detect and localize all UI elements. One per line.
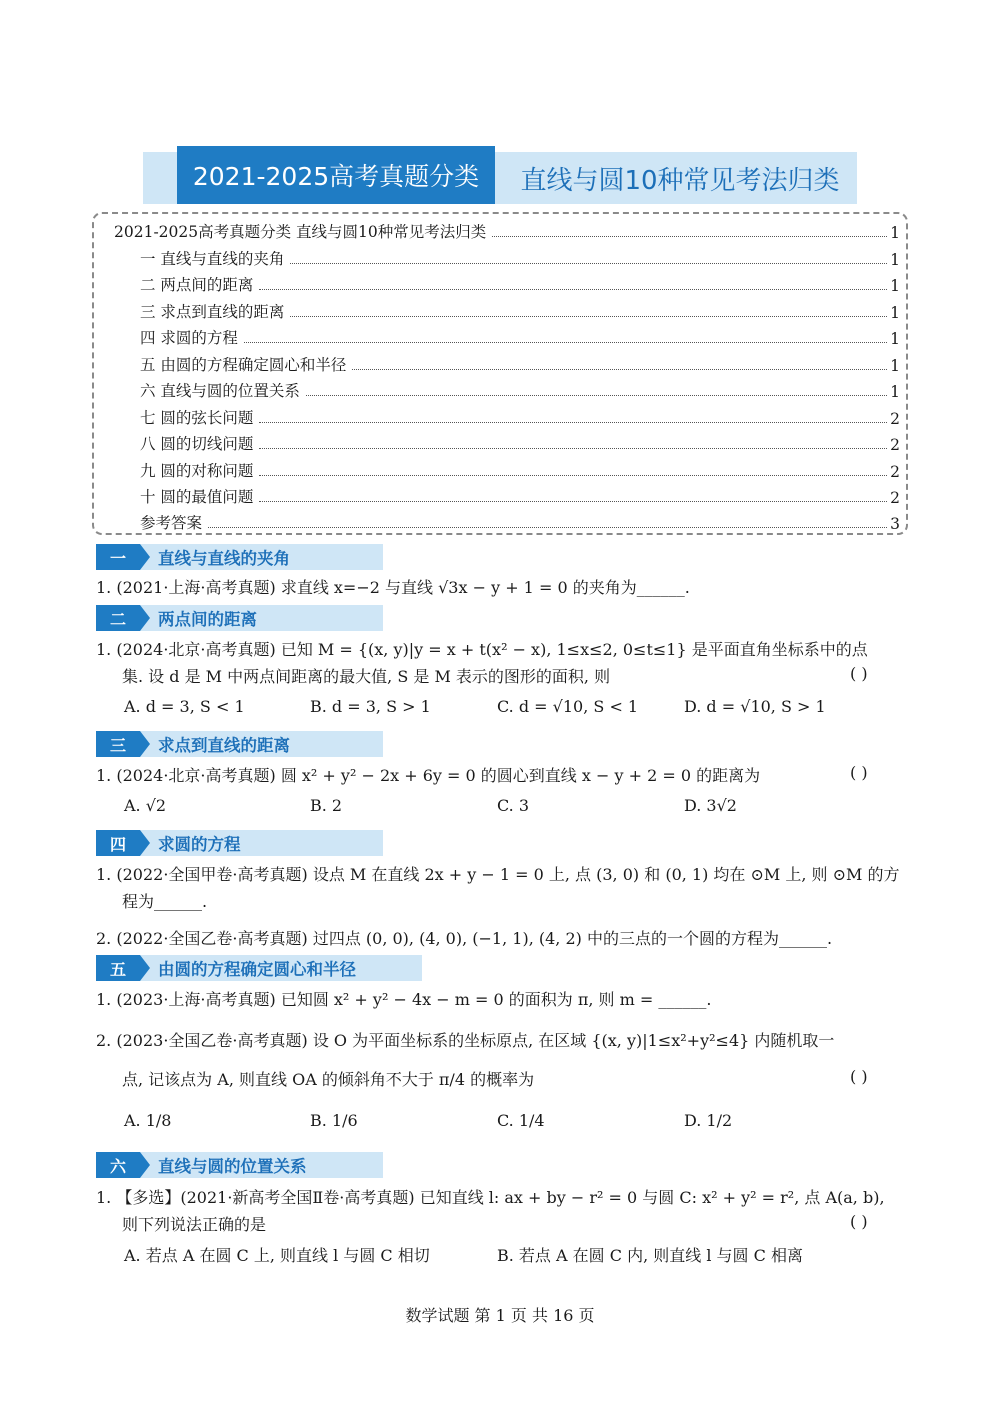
question-text: 2. (2023·全国乙卷·高考真题) 设 O 为平面坐标系的坐标原点, 在区域 {(x, y)|1≤x²+y²≤4} 内随机取一 bbox=[96, 1031, 835, 1050]
toc-leader bbox=[244, 342, 887, 343]
section-number: 五 bbox=[96, 955, 140, 981]
question-text: 点, 记该点为 A, 则直线 OA 的倾斜角不大于 π/4 的概率为 bbox=[122, 1070, 535, 1089]
toc-entry[interactable] bbox=[140, 432, 900, 454]
section-number: 三 bbox=[96, 731, 140, 757]
title-banner-right: 直线与圆10种常见考法归类 bbox=[520, 165, 840, 196]
section-title: 两点间的距离 bbox=[158, 610, 257, 629]
title-banner-left: 2021-2025高考真题分类 bbox=[177, 146, 495, 204]
answer-bracket: ( ) bbox=[850, 1212, 868, 1231]
toc-leader bbox=[290, 316, 887, 317]
toc-label: 六 直线与圆的位置关系 bbox=[140, 382, 300, 400]
toc-page: 1 bbox=[890, 383, 900, 401]
option-d: D. 1/2 bbox=[684, 1111, 733, 1130]
option-c: C. d = √10, S < 1 bbox=[497, 697, 639, 716]
toc-page: 1 bbox=[890, 277, 900, 295]
toc-label: 三 求点到直线的距离 bbox=[140, 303, 285, 321]
toc-leader bbox=[208, 527, 887, 528]
toc-leader bbox=[259, 501, 887, 502]
section-title: 求圆的方程 bbox=[158, 835, 241, 854]
section-title: 直线与直线的夹角 bbox=[158, 549, 290, 568]
option-a: A. 1/8 bbox=[124, 1111, 172, 1130]
option-b: B. 若点 A 在圆 C 内, 则直线 l 与圆 C 相离 bbox=[497, 1246, 803, 1265]
toc-label: 五 由圆的方程确定圆心和半径 bbox=[140, 356, 347, 374]
option-b: B. 2 bbox=[310, 796, 343, 815]
section-arrow-icon bbox=[140, 605, 150, 631]
section-header bbox=[96, 955, 356, 981]
table-of-contents bbox=[92, 212, 908, 535]
toc-leader bbox=[352, 369, 887, 370]
section-header bbox=[96, 605, 257, 631]
section-number: 四 bbox=[96, 830, 140, 856]
section-title: 直线与圆的位置关系 bbox=[158, 1157, 307, 1176]
toc-entry[interactable] bbox=[140, 326, 900, 348]
option-c: C. 1/4 bbox=[497, 1111, 545, 1130]
toc-page: 2 bbox=[890, 410, 900, 428]
section-arrow-icon bbox=[140, 955, 150, 981]
option-d: D. 3√2 bbox=[684, 796, 737, 815]
toc-entry[interactable] bbox=[140, 485, 900, 507]
question-text: 集. 设 d 是 M 中两点间距离的最大值, S 是 M 表示的图形的面积, 则 bbox=[122, 667, 611, 686]
section-header bbox=[96, 1152, 307, 1178]
toc-entry[interactable] bbox=[140, 379, 900, 401]
toc-leader bbox=[259, 289, 887, 290]
toc-label: 十 圆的最值问题 bbox=[140, 488, 254, 506]
section-arrow-icon bbox=[140, 731, 150, 757]
toc-entry[interactable] bbox=[140, 273, 900, 295]
toc-label: 一 直线与直线的夹角 bbox=[140, 250, 285, 268]
option-c: C. 3 bbox=[497, 796, 530, 815]
question-text: 程为______. bbox=[122, 892, 208, 911]
toc-entry[interactable] bbox=[140, 300, 900, 322]
section-arrow-icon bbox=[140, 1152, 150, 1178]
option-d: D. d = √10, S > 1 bbox=[684, 697, 826, 716]
toc-page: 3 bbox=[890, 515, 900, 533]
section-arrow-icon bbox=[140, 544, 150, 570]
toc-entry[interactable] bbox=[140, 353, 900, 375]
toc-leader bbox=[259, 422, 887, 423]
toc-label: 四 求圆的方程 bbox=[140, 329, 238, 347]
option-a: A. √2 bbox=[124, 796, 167, 815]
section-header bbox=[96, 830, 241, 856]
section-title: 由圆的方程确定圆心和半径 bbox=[158, 960, 356, 979]
answer-bracket: ( ) bbox=[850, 763, 868, 782]
toc-label: 二 两点间的距离 bbox=[140, 276, 254, 294]
option-a: A. d = 3, S < 1 bbox=[124, 697, 245, 716]
option-b: B. 1/6 bbox=[310, 1111, 358, 1130]
question-text: 1. (2024·北京·高考真题) 已知 M = {(x, y)|y = x + t(x² − x), 1≤x≤2, 0≤t≤1} 是平面直角坐标系中的点 bbox=[96, 640, 868, 659]
page-footer: 数学试题 第 1 页 共 16 页 bbox=[405, 1306, 595, 1325]
answer-bracket: ( ) bbox=[850, 664, 868, 683]
toc-leader bbox=[492, 236, 887, 237]
toc-page: 2 bbox=[890, 463, 900, 481]
toc-leader bbox=[259, 475, 887, 476]
toc-entry[interactable] bbox=[140, 511, 900, 533]
section-title: 求点到直线的距离 bbox=[158, 736, 290, 755]
toc-entry[interactable] bbox=[140, 459, 900, 481]
toc-page: 2 bbox=[890, 489, 900, 507]
toc-label: 八 圆的切线问题 bbox=[140, 435, 254, 453]
toc-page: 1 bbox=[890, 357, 900, 375]
toc-leader bbox=[306, 395, 887, 396]
toc-label: 九 圆的对称问题 bbox=[140, 462, 254, 480]
toc-page: 2 bbox=[890, 436, 900, 454]
section-number: 二 bbox=[96, 605, 140, 631]
toc-entry[interactable] bbox=[114, 220, 900, 242]
toc-label: 七 圆的弦长问题 bbox=[140, 409, 254, 427]
toc-label: 2021-2025高考真题分类 直线与圆10种常见考法归类 bbox=[114, 223, 487, 241]
toc-entry[interactable] bbox=[140, 406, 900, 428]
section-header bbox=[96, 544, 290, 570]
question-text: 则下列说法正确的是 bbox=[122, 1215, 267, 1234]
answer-bracket: ( ) bbox=[850, 1067, 868, 1086]
question-text: 1. (2021·上海·高考真题) 求直线 x=−2 与直线 √3x − y + 1 = 0 的夹角为______. bbox=[96, 578, 690, 597]
toc-leader bbox=[290, 263, 887, 264]
section-header bbox=[96, 731, 290, 757]
toc-page: 1 bbox=[890, 304, 900, 322]
toc-page: 1 bbox=[890, 224, 900, 242]
section-arrow-icon bbox=[140, 830, 150, 856]
section-number: 六 bbox=[96, 1152, 140, 1178]
section-number: 一 bbox=[96, 544, 140, 570]
question-text: 1. (2024·北京·高考真题) 圆 x² + y² − 2x + 6y = 0 的圆心到直线 x − y + 2 = 0 的距离为 bbox=[96, 766, 761, 785]
toc-leader bbox=[259, 448, 887, 449]
question-text: 1. (2022·全国甲卷·高考真题) 设点 M 在直线 2x + y − 1 = 0 上, 点 (3, 0) 和 (0, 1) 均在 ⊙M 上, 则 ⊙M 的方 bbox=[96, 865, 900, 884]
question-text: 2. (2022·全国乙卷·高考真题) 过四点 (0, 0), (4, 0), (−1, 1), (4, 2) 中的三点的一个圆的方程为______. bbox=[96, 929, 833, 948]
toc-label: 参考答案 bbox=[140, 514, 203, 532]
toc-page: 1 bbox=[890, 330, 900, 348]
toc-page: 1 bbox=[890, 251, 900, 269]
option-a: A. 若点 A 在圆 C 上, 则直线 l 与圆 C 相切 bbox=[124, 1246, 430, 1265]
question-text: 1. 【多选】(2021·新高考全国Ⅱ卷·高考真题) 已知直线 l: ax + by − r² = 0 与圆 C: x² + y² = r², 点 A(a, b), bbox=[96, 1188, 885, 1207]
question-text: 1. (2023·上海·高考真题) 已知圆 x² + y² − 4x − m = 0 的面积为 π, 则 m = ______. bbox=[96, 990, 712, 1009]
option-b: B. d = 3, S > 1 bbox=[310, 697, 431, 716]
toc-entry[interactable] bbox=[140, 247, 900, 269]
